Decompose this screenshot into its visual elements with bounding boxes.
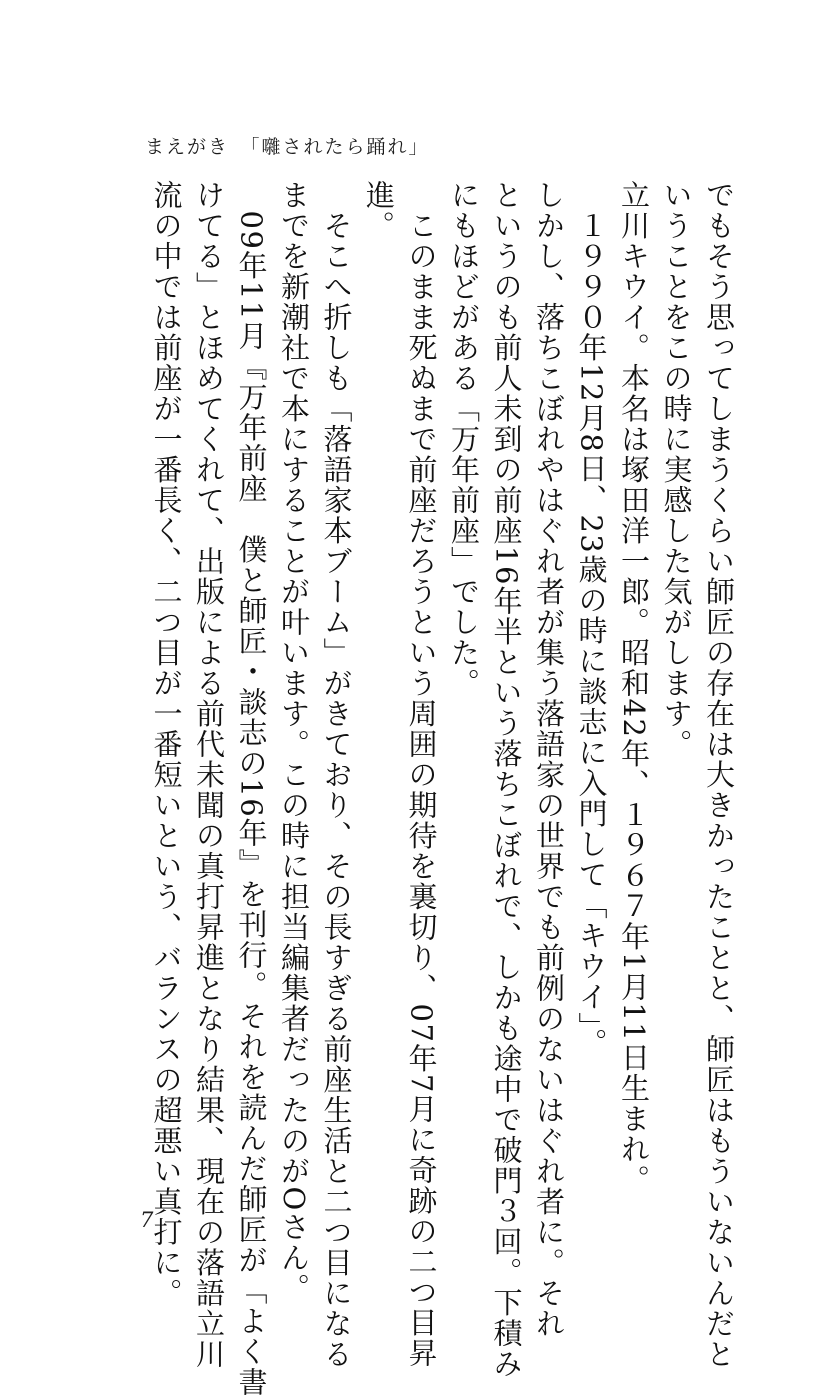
text-line: しかし、落ちこぼれやはぐれ者が集う落語家の世界でも前例のないはぐれ者に。それ: [532, 180, 566, 1339]
text-line: 立川キウイ。本名は塚田洋一郎。昭和42年、１９６７年1月11日生まれ。: [617, 180, 651, 1195]
body-text: [100, 180, 740, 1398]
text-line: いうことをこの時に実感した気がします。: [659, 180, 694, 760]
text-line: にもほどがある「万年前座」でした。: [447, 180, 481, 699]
page-number: 7: [140, 1208, 154, 1232]
text-line: でもそう思ってしまうくらい師匠の存在は大きかったことと、師匠はもういないんだと: [702, 180, 736, 1370]
running-header: まえがき 「囃されたら踊れ」: [145, 136, 430, 158]
text-line: このまま死ぬまで前座だろうという周囲の期待を裏切り、07年7月に奇跡の二つ目昇: [404, 180, 439, 1369]
text-line: 進。: [362, 180, 396, 241]
text-line: そこへ折しも「落語家本ブーム」がきており、その長すぎる前座生活と二つ目になる: [319, 180, 354, 1370]
text-line: というのも前人未到の前座16年半という落ちこぼれで、しかも途中で破門３回。下積み: [489, 180, 524, 1379]
text-line: 流の中では前座が一番長く、二つ目が一番短いという、バランスの超悪い真打に。: [149, 180, 184, 1309]
text-line: １９９０年12月8日、23歳の時に談志に入門して「キウイ」。: [574, 180, 609, 1059]
text-line: けてる」とほめてくれて、出版による前代未聞の真打昇進となり結果、現在の落語立川: [192, 180, 226, 1370]
text-line: までを新潮社で本にすることが叶います。この時に担当編集者だったのがOさん。: [277, 180, 311, 1304]
text-line: 09年11月『万年前座 僕と師匠・談志の16年』を刊行。それを読んだ師匠が「よく書: [234, 180, 269, 1398]
